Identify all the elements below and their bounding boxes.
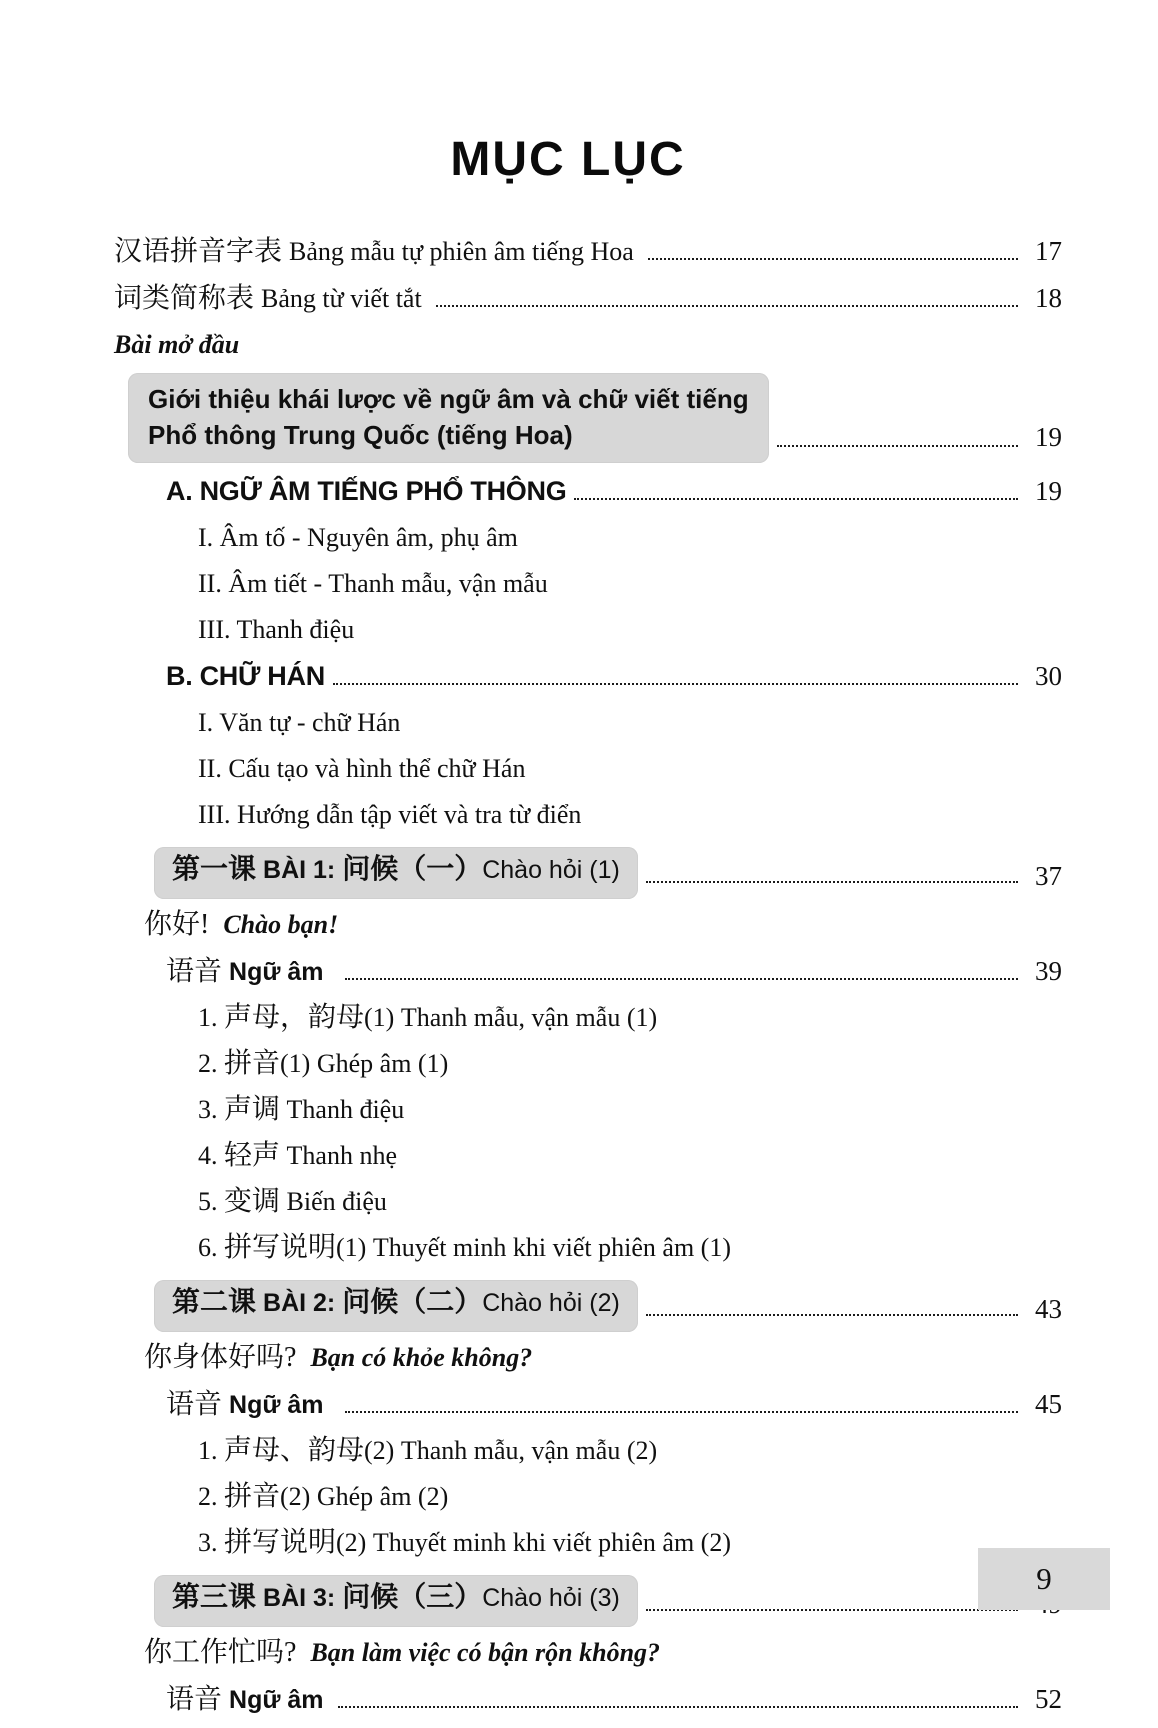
- toc-entry: [114, 280, 1062, 321]
- toc-entry: [114, 373, 1062, 463]
- toc-entry-text: (1) Thuyết minh khi viết phiên âm (1): [336, 1233, 731, 1262]
- toc-entry-text: B. CHỮ HÁN: [166, 661, 325, 691]
- toc-entry-label: [166, 658, 325, 699]
- toc-entry: [114, 907, 1062, 947]
- toc-entry-text: 第三课: [172, 1582, 264, 1613]
- toc-entry: [114, 658, 1062, 699]
- dot-leader: [345, 978, 1018, 980]
- toc-entry-label: [198, 520, 518, 560]
- toc-entry-text: III. Hướng dẫn tập viết và tra từ điển: [198, 800, 582, 829]
- toc-entry-box: [154, 1575, 638, 1627]
- toc-entry-text: Thanh điệu: [280, 1095, 405, 1124]
- toc-entry-text: (2) Thanh mẫu, vận mẫu (2): [364, 1436, 658, 1465]
- toc-entry: [114, 1138, 1062, 1178]
- toc-entry-text: 语音: [166, 1389, 230, 1420]
- dot-leader: [333, 683, 1018, 685]
- toc-entry-text: 声母、韵母: [224, 1435, 365, 1466]
- dot-leader: [345, 1411, 1018, 1413]
- toc-entry-text: 声调: [224, 1094, 281, 1125]
- toc-entry: [114, 1386, 1062, 1427]
- toc-entry-text: 拼写说明: [224, 1527, 337, 1558]
- toc-entry-box: [128, 373, 769, 463]
- page-number: 9: [1036, 1561, 1052, 1596]
- toc-entry-text: Giới thiệu khái lược về ngữ âm và chữ viết tiếng: [148, 384, 749, 414]
- toc-entry-label: [198, 705, 400, 745]
- toc-entry-text: 2.: [198, 1049, 224, 1078]
- toc-page-number: 19: [1035, 476, 1062, 506]
- toc-entry: [114, 1479, 1062, 1519]
- toc-entry-text: 你工作忙吗?: [144, 1637, 311, 1668]
- toc-entry-label: [198, 1046, 448, 1086]
- toc-entry: [114, 1230, 1062, 1270]
- toc-entry: [114, 1184, 1062, 1224]
- toc-entry-text: II. Âm tiết - Thanh mẫu, vận mẫu: [198, 569, 548, 598]
- dot-leader: [338, 1706, 1018, 1708]
- toc-entry-label: [198, 1230, 731, 1270]
- toc-entry-text: 语音: [166, 956, 230, 987]
- toc-list: [114, 233, 1062, 1722]
- toc-entry-text: 轻声: [224, 1140, 281, 1171]
- toc-entry-label: [198, 1092, 404, 1132]
- page-title: MỤC LỤC: [450, 133, 686, 186]
- page-number-badge: [978, 1548, 1110, 1610]
- toc-entry-box: [154, 847, 638, 899]
- toc-entry: [114, 1046, 1062, 1086]
- toc-entry-text: Ngữ âm: [229, 1686, 331, 1714]
- toc-entry-text: BÀI 3:: [263, 1584, 343, 1612]
- dot-leader: [574, 498, 1018, 500]
- toc-entry-label: [198, 1433, 657, 1473]
- toc-entry-label: [166, 473, 566, 514]
- dot-leader: [777, 445, 1018, 447]
- toc-entry-label: [198, 1000, 657, 1040]
- toc-entry-label: [114, 234, 640, 274]
- toc-entry-text: Phổ thông Trung Quốc (tiếng Hoa): [148, 420, 573, 450]
- toc-entry: [114, 1280, 1062, 1332]
- toc-entry-text: Bài mở đầu: [114, 330, 240, 359]
- toc-entry-text: BÀI 1:: [263, 856, 343, 884]
- toc-entry: [114, 473, 1062, 514]
- toc-entry-label: [198, 1138, 397, 1178]
- toc-entry-label: [198, 751, 525, 791]
- toc-entry-label: [144, 907, 338, 947]
- toc-entry: [114, 233, 1062, 274]
- toc-entry-label: [114, 281, 428, 321]
- toc-entry: [114, 1092, 1062, 1132]
- toc-entry-label: [166, 1682, 330, 1722]
- toc-entry-text: Bạn có khỏe không?: [310, 1343, 533, 1372]
- toc-page-number: 30: [1035, 661, 1062, 691]
- toc-entry: [114, 1525, 1062, 1565]
- toc-entry: [114, 751, 1062, 791]
- toc-entry-text: I. Âm tố - Nguyên âm, phụ âm: [198, 523, 518, 552]
- toc-entry-text: 3.: [198, 1095, 224, 1124]
- toc-entry-label: [114, 327, 239, 367]
- toc-entry-label: [198, 1479, 448, 1519]
- toc-page-number: 39: [1035, 956, 1062, 986]
- toc-entry-text: 问候（三）: [342, 1582, 483, 1613]
- toc-entry-text: (2) Thuyết minh khi viết phiên âm (2): [336, 1528, 731, 1557]
- toc-entry: [114, 1575, 1062, 1627]
- toc-entry-text: 你好!: [144, 909, 224, 940]
- toc-page-number: 18: [1035, 283, 1062, 313]
- toc-page-number: 17: [1035, 236, 1062, 266]
- toc-entry-text: Bảng từ viết tắt: [261, 284, 429, 313]
- toc-entry-text: Ngữ âm: [229, 1391, 338, 1419]
- toc-entry: [114, 1000, 1062, 1040]
- toc-entry-text: II. Cấu tạo và hình thể chữ Hán: [198, 754, 526, 783]
- toc-entry-text: BÀI 2:: [263, 1289, 343, 1317]
- toc-entry-text: Ngữ âm: [229, 958, 338, 986]
- toc-entry-text: 汉语拼音字表: [114, 236, 290, 267]
- toc-entry-text: 你身体好吗?: [144, 1342, 311, 1373]
- toc-entry-text: Biến điệu: [280, 1187, 387, 1216]
- toc-entry: [114, 1340, 1062, 1380]
- toc-entry-text: Chào hỏi (1): [482, 856, 620, 884]
- toc-entry-text: 6.: [198, 1233, 224, 1262]
- toc-entry-text: 词类简称表: [114, 283, 262, 314]
- toc-entry: [114, 520, 1062, 560]
- dot-leader: [646, 1609, 1018, 1611]
- toc-entry-text: Chào hỏi (2): [482, 1289, 620, 1317]
- toc-entry-text: 3.: [198, 1528, 224, 1557]
- toc-entry-text: Chào bạn!: [223, 910, 339, 939]
- toc-entry-label: [144, 1340, 532, 1380]
- toc-entry: [114, 1433, 1062, 1473]
- toc-entry-text: A. NGỮ ÂM TIẾNG PHỔ THÔNG: [166, 476, 567, 506]
- toc-entry-label: [198, 797, 581, 837]
- dot-leader: [648, 258, 1018, 260]
- toc-entry-text: 问候（一）: [342, 854, 483, 885]
- toc-entry-text: Bảng mẫu tự phiên âm tiếng Hoa: [289, 237, 641, 266]
- toc-page-number: 19: [1035, 422, 1062, 452]
- toc-entry-text: Thanh nhẹ: [280, 1141, 397, 1170]
- toc-entry-text: (1) Ghép âm (1): [280, 1049, 449, 1078]
- toc-entry-text: 第二课: [172, 1287, 264, 1318]
- toc-entry: [114, 612, 1062, 652]
- toc-entry-text: I. Văn tự - chữ Hán: [198, 708, 401, 737]
- toc-entry-text: 拼音: [224, 1048, 281, 1079]
- toc-entry-text: III. Thanh điệu: [198, 615, 355, 644]
- toc-entry: [114, 566, 1062, 606]
- toc-entry: [114, 797, 1062, 837]
- toc-entry-text: 第一课: [172, 854, 264, 885]
- toc-entry: [114, 327, 1062, 367]
- toc-page-number: 37: [1035, 861, 1062, 891]
- toc-entry: [114, 953, 1062, 994]
- toc-entry-text: Bạn làm việc có bận rộn không?: [310, 1638, 661, 1667]
- toc-entry-text: 1.: [198, 1003, 224, 1032]
- toc-entry-label: [166, 954, 337, 994]
- toc-entry-text: 拼写说明: [224, 1232, 337, 1263]
- toc-entry-text: 2.: [198, 1482, 224, 1511]
- toc-entry: [114, 1635, 1062, 1675]
- toc-page-number: 52: [1035, 1684, 1062, 1714]
- toc-entry-text: (1) Thanh mẫu, vận mẫu (1): [364, 1003, 658, 1032]
- toc-entry-text: 拼音: [224, 1481, 281, 1512]
- toc-page-number: 45: [1035, 1389, 1062, 1419]
- toc-entry-box: [154, 1280, 638, 1332]
- toc-entry-text: (2) Ghép âm (2): [280, 1482, 449, 1511]
- toc-entry-text: 语音: [166, 1684, 230, 1715]
- toc-entry-text: Chào hỏi (3): [482, 1584, 620, 1612]
- toc-entry-label: [144, 1635, 660, 1675]
- toc-entry-label: [198, 1525, 731, 1565]
- toc-entry-label: [198, 1184, 387, 1224]
- toc-entry: [114, 847, 1062, 899]
- toc-page-number: 43: [1035, 1294, 1062, 1324]
- toc-entry-text: 4.: [198, 1141, 224, 1170]
- dot-leader: [436, 305, 1018, 307]
- toc-entry: [114, 1681, 1062, 1722]
- dot-leader: [646, 881, 1018, 883]
- toc-entry-text: 5.: [198, 1187, 224, 1216]
- toc-entry-text: 声母，韵母: [224, 1002, 365, 1033]
- toc-entry-text: 1.: [198, 1436, 224, 1465]
- toc-entry-label: [198, 612, 354, 652]
- dot-leader: [646, 1314, 1018, 1316]
- toc-entry: [114, 705, 1062, 745]
- toc-entry-label: [166, 1387, 337, 1427]
- toc-entry-text: 变调: [224, 1186, 281, 1217]
- toc-entry-label: [198, 566, 548, 606]
- toc-entry-text: 问候（二）: [342, 1287, 483, 1318]
